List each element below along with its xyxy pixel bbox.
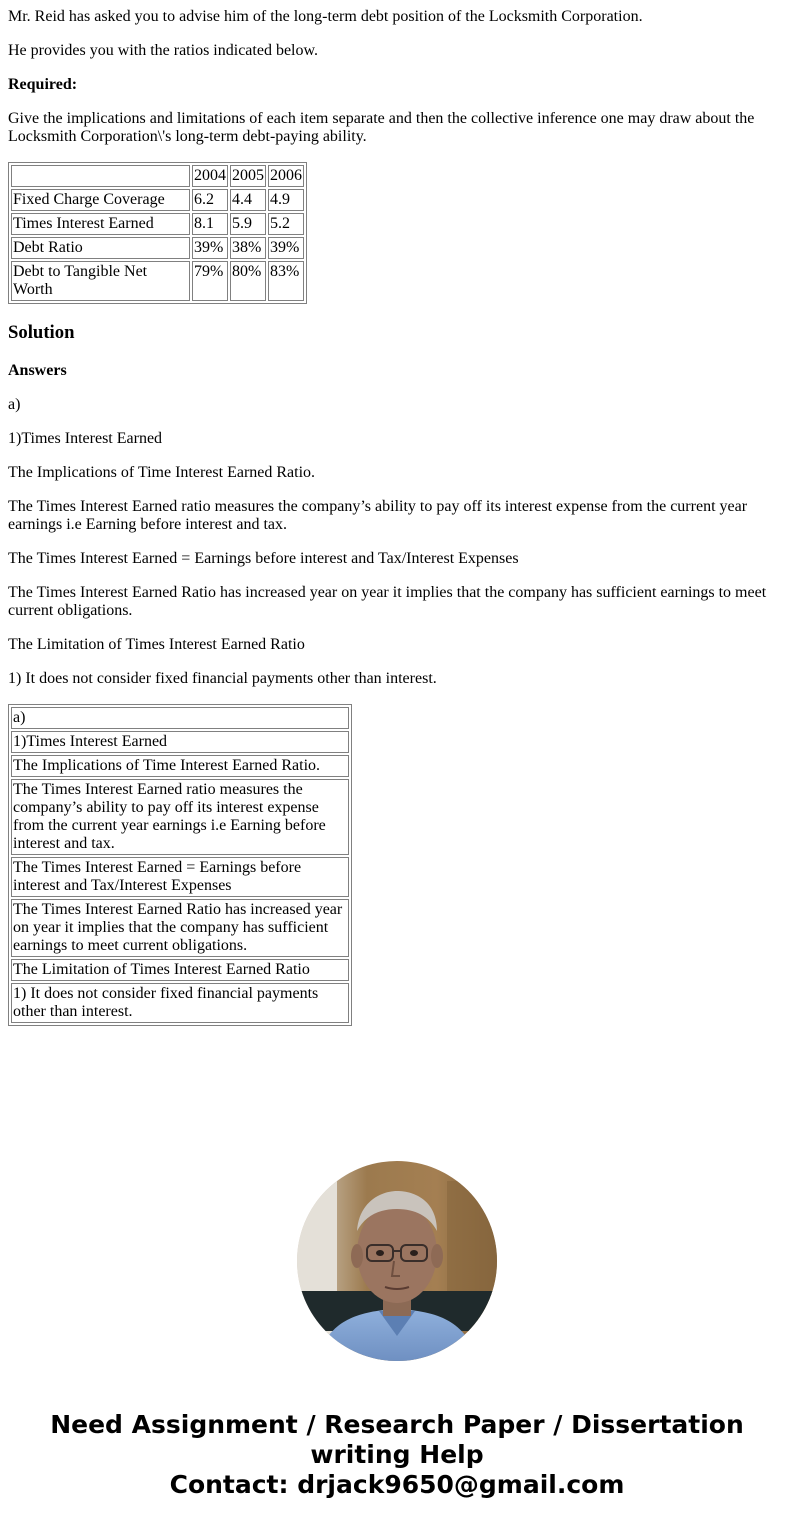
answer-paragraph: 1) It does not consider fixed financial payments other than interest.	[8, 670, 437, 687]
row-label: Debt Ratio	[11, 237, 190, 259]
row-label: Fixed Charge Coverage	[11, 189, 190, 211]
answer-cell: a)	[11, 707, 349, 729]
required-heading	[8, 76, 786, 94]
required-text: Give the implications and limitations of each item separate and then the collective inference one may draw about the Locksmith Corporation\'s long-term debt-paying ability.	[8, 110, 755, 145]
document-content	[0, 8, 794, 1026]
ratios-table	[8, 162, 307, 304]
row-value: 4.4	[230, 189, 266, 211]
header-cell: 2004	[192, 165, 228, 187]
portrait-graphic	[297, 1161, 497, 1361]
table-row	[11, 189, 304, 211]
table-row	[11, 857, 349, 897]
row-label: Times Interest Earned	[11, 213, 190, 235]
row-value: 39%	[192, 237, 228, 259]
row-label: Debt to Tangible Net Worth	[11, 261, 190, 301]
answer-cell: The Implications of Time Interest Earned Ratio.	[11, 755, 349, 777]
row-value: 4.9	[268, 189, 304, 211]
answer-paragraph: The Times Interest Earned ratio measures the company’s ability to pay off its interest expense from the current year earnings i.e Earning before interest and tax.	[8, 498, 748, 533]
table-row	[11, 779, 349, 855]
answer-cell: 1)Times Interest Earned	[11, 731, 349, 753]
table-row	[11, 731, 349, 753]
answers-heading	[8, 362, 786, 380]
answer-paragraph: 1)Times Interest Earned	[8, 430, 163, 447]
required-label: Required:	[8, 76, 78, 93]
row-value: 38%	[230, 237, 266, 259]
table-row	[11, 707, 349, 729]
banner-line: writing Help	[310, 1440, 484, 1469]
row-value: 5.2	[268, 213, 304, 235]
banner-contact-line: Contact: drjack9650@gmail.com	[169, 1470, 625, 1499]
row-value: 5.9	[230, 213, 266, 235]
answer-cell: 1) It does not consider fixed financial payments other than interest.	[11, 983, 349, 1023]
table-row	[11, 983, 349, 1023]
answer-paragraph: The Times Interest Earned = Earnings before interest and Tax/Interest Expenses	[8, 550, 519, 567]
table-header-row	[11, 165, 304, 187]
answer-paragraph: The Times Interest Earned Ratio has increased year on year it implies that the company has sufficient earnings to meet current obligations.	[8, 584, 767, 619]
row-value: 80%	[230, 261, 266, 301]
header-cell: 2006	[268, 165, 304, 187]
table-row	[11, 959, 349, 981]
row-value: 6.2	[192, 189, 228, 211]
table-row	[11, 237, 304, 259]
table-row	[11, 261, 304, 301]
answer-cell: The Times Interest Earned ratio measures the company’s ability to pay off its interest expense from the current year earnings i.e Earning before interest and tax.	[11, 779, 349, 855]
answer-table	[8, 704, 352, 1026]
answer-paragraph: The Limitation of Times Interest Earned Ratio	[8, 636, 305, 653]
answer-cell: The Times Interest Earned = Earnings before interest and Tax/Interest Expenses	[11, 857, 349, 897]
row-value: 39%	[268, 237, 304, 259]
header-cell: 2005	[230, 165, 266, 187]
answer-paragraph: a)	[8, 396, 21, 413]
answers-label: Answers	[8, 362, 67, 379]
table-row	[11, 213, 304, 235]
table-row	[11, 899, 349, 957]
promo-banner	[0, 1410, 794, 1500]
answer-cell: The Limitation of Times Interest Earned Ratio	[11, 959, 349, 981]
answer-cell: The Times Interest Earned Ratio has increased year on year it implies that the company has sufficient earnings to meet current obligations.	[11, 899, 349, 957]
table-row	[11, 755, 349, 777]
intro-paragraph-1: Mr. Reid has asked you to advise him of the long-term debt position of the Locksmith Corporation.	[8, 8, 643, 25]
row-value: 79%	[192, 261, 228, 301]
intro-paragraph-2: He provides you with the ratios indicated below.	[8, 42, 318, 59]
person-portrait-icon	[297, 1161, 497, 1361]
row-value: 8.1	[192, 213, 228, 235]
banner-line: Need Assignment / Research Paper / Dissertation	[50, 1410, 744, 1439]
header-cell	[11, 165, 190, 187]
solution-heading: Solution	[8, 322, 75, 343]
answer-paragraph: The Implications of Time Interest Earned Ratio.	[8, 464, 316, 481]
row-value: 83%	[268, 261, 304, 301]
